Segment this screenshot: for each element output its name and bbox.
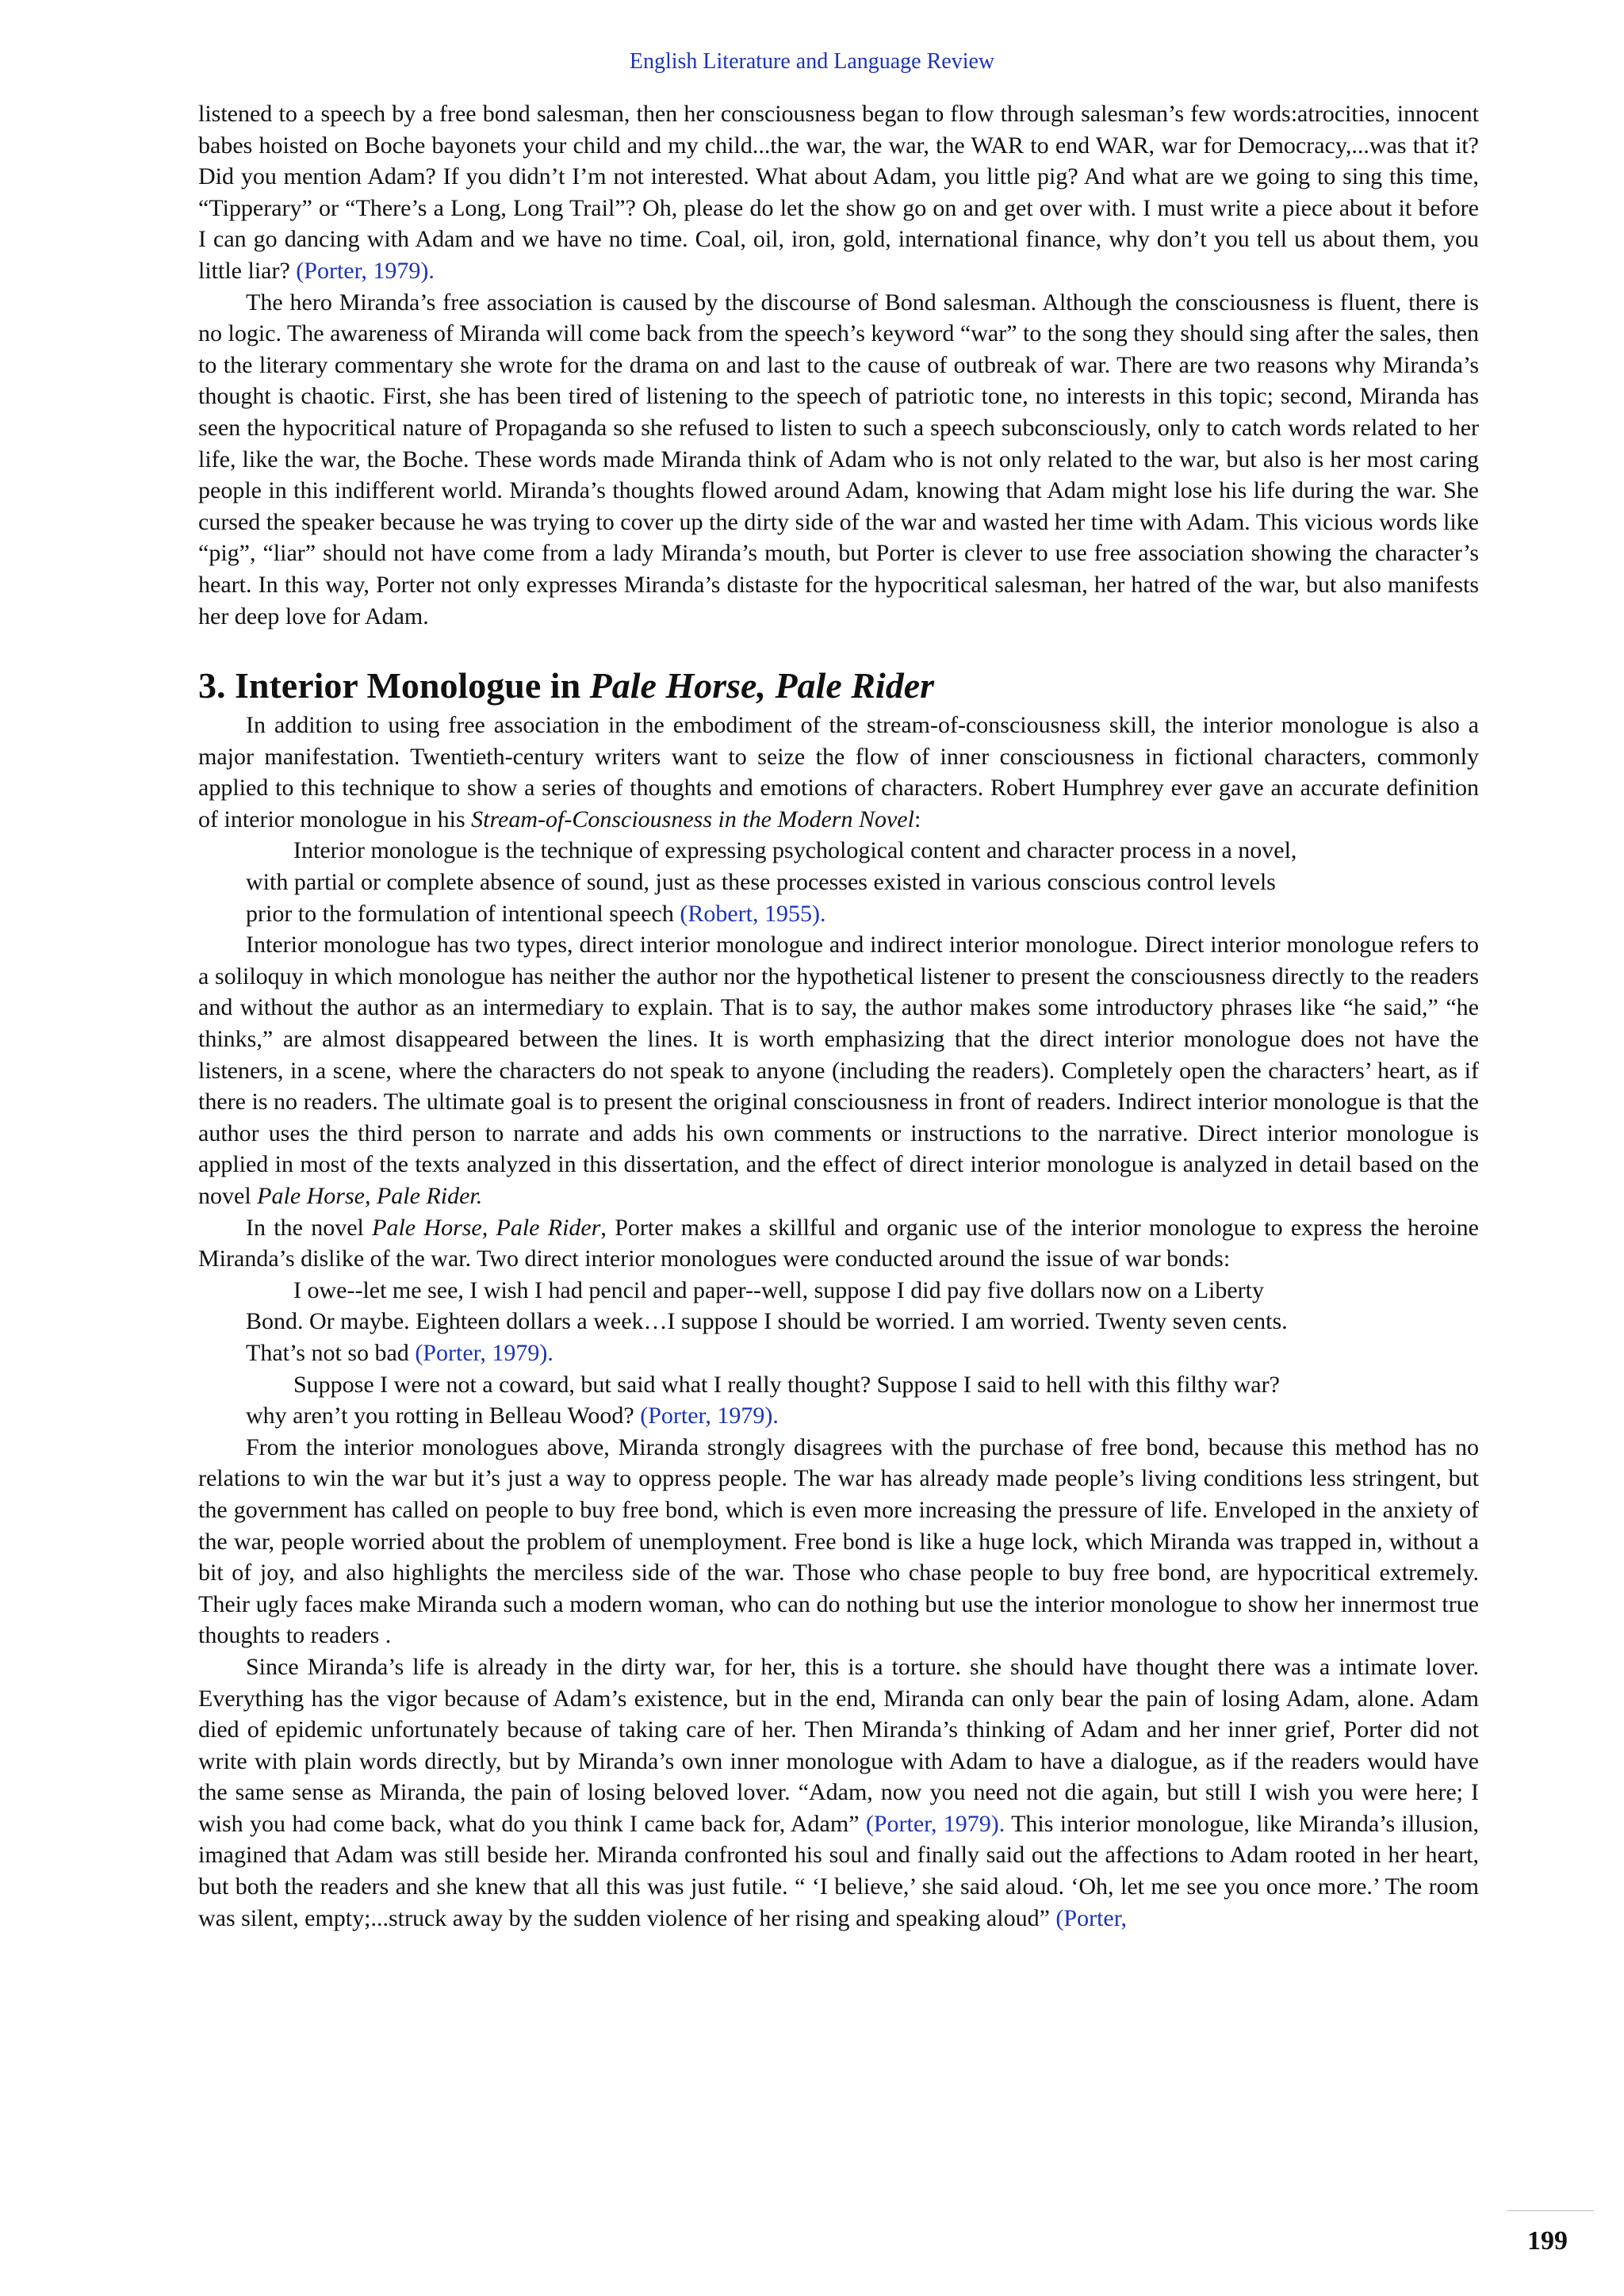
quote-1-line-3-text: prior to the formulation of intentional speech: [246, 900, 680, 927]
section-heading: [198, 664, 1479, 708]
quote-2-line-3: [246, 1337, 1419, 1369]
paragraph-5: [198, 1212, 1479, 1275]
paragraph-1-text: listened to a speech by a free bond salesman, then her consciousness began to flow through salesman’s few words:atrocities, innocent babes hoisted on Boche bayonets your child and my child...the war, the war, the WAR to end WAR, war for Democracy,...was that it? Did you mention Adam? If you didn’t I’m not interested. What about Adam, you little pig? And what are we going to sing this time, “Tipperary” or “There’s a Long, Long Trail”? Oh, please do let the show go on and get over with. I must write a piece about it before I can go dancing with Adam and we have no time. Coal, oil, iron, gold, international finance, why don’t you tell us about them, you little liar?: [198, 101, 1479, 284]
quote-1-line-1: Interior monologue is the technique of expressing psychological content and character process in a novel,: [293, 837, 1297, 864]
citation-link[interactable]: (Porter, 1979).: [415, 1339, 553, 1366]
paragraph-6: From the interior monologues above, Miranda strongly disagrees with the purchase of free bond, because this method has no relations to win the war but it’s just a way to oppress people. The war has already made people’s living conditions less stringent, but the government has called on people to buy free bond, which is even more increasing the pressure of life. Enveloped in the anxiety of the war, people worried about the problem of unemployment. Free bond is like a huge lock, which Miranda was trapped in, without a bit of joy, and also highlights the merciless side of the war. Those who chase people to buy free bond, are hypocritical extremely. Their ugly faces make Miranda such a modern woman, who can do nothing but use the interior monologue to show her innermost true thoughts to readers .: [198, 1433, 1479, 1649]
article-body: [198, 98, 1479, 1934]
citation-link[interactable]: (Robert, 1955).: [680, 900, 826, 927]
paragraph-5-text: , Porter makes a skillful and organic use of the interior monologue to express the heroine Miranda’s dislike of the war. Two direct interior monologues were conducted around the issue of war bonds:: [198, 1214, 1479, 1272]
quote-2-line-1: I owe--let me see, I wish I had pencil and paper--well, suppose I did pay five dollars now on a Liberty: [293, 1276, 1265, 1303]
paragraph-4-text: Interior monologue has two types, direct interior monologue and indirect interior monologue. Direct interior monologue refers to a soliloquy in which monologue has neither the author nor the hypothetical listener to present the consciousness directly to the readers and without the author as an intermediary to explain. That is to say, the author makes some introductory phrases like “he said,” “he thinks,” are almost disappeared between the lines. It is worth emphasizing that the direct interior monologue does not have the listeners, in a scene, where the characters do not speak to anyone (including the readers). Completely open the characters’ heart, as if there is no readers. The ultimate goal is to present the original consciousness in front of readers. Indirect interior monologue is that the author uses the third person to narrate and adds his own comments or instructions to the narrative. Direct interior monologue is applied in most of the texts analyzed in this dissertation, and the effect of direct interior monologue is analyzed in detail based on the novel: [198, 932, 1479, 1209]
paragraph-7: [198, 1651, 1479, 1934]
paragraph-4: [198, 929, 1479, 1211]
section-heading-italic: Pale Horse, Pale Rider: [589, 665, 935, 706]
citation-link[interactable]: (Porter, 1979).: [865, 1810, 1005, 1837]
journal-header: English Literature and Language Review: [629, 49, 995, 74]
quote-2-line-2: Bond. Or maybe. Eighteen dollars a week…I suppose I should be worried. I am worried. Twenty seven cents.: [246, 1308, 1288, 1335]
paragraph-3-text: In addition to using free association in the embodiment of the stream-of-consciousness skill, the interior monologue is also a major manifestation. Twentieth-century writers want to seize the flow of inner consciousness in fictional characters, commonly applied to this technique to show a series of thoughts and emotions of characters. Robert Humphrey ever gave an accurate definition of interior monologue in his: [198, 712, 1479, 832]
quote-1-line-2: with partial or complete absence of sound, just as these processes existed in various conscious control levels: [246, 869, 1276, 896]
quote-3-line-2: [246, 1400, 1419, 1432]
block-quote-2: [198, 1275, 1479, 1369]
quote-3-line-2-text: why aren’t you rotting in Belleau Wood?: [246, 1402, 641, 1429]
citation-link[interactable]: (Porter,: [1055, 1904, 1128, 1931]
quote-1-line-3: [246, 898, 1419, 930]
paragraph-5-pre: In the novel: [246, 1214, 373, 1241]
paragraph-7-text-1: Since Miranda’s life is already in the dirty war, for her, this is a torture. she should have thought there was a intimate lover. Everything has the vigor because of Adam’s existence, but in the end, Miranda can only bear the pain of losing Adam, alone. Adam died of epidemic unfortunately because of taking care of her. Then Miranda’s thinking of Adam and her inner grief, Porter did not write with plain words directly, but by Miranda’s own inner monologue with Adam to have a dialogue, as if the readers would have the same sense as Miranda, the pain of losing beloved lover. “Adam, now you need not die again, but still I wish you were here; I wish you had come back, what do you think I came back for, Adam”: [198, 1653, 1479, 1837]
citation-link[interactable]: (Porter, 1979).: [640, 1402, 779, 1429]
book-title: Stream-of-Consciousness in the Modern Novel: [471, 806, 914, 832]
page-number: 199: [1527, 2226, 1568, 2256]
quote-3-line-1: Suppose I were not a coward, but said what I really thought? Suppose I said to hell with this filthy war?: [293, 1371, 1280, 1398]
book-title: Pale Horse, Pale Rider: [372, 1214, 601, 1241]
paragraph-2: The hero Miranda’s free association is caused by the discourse of Bond salesman. Although the consciousness is fluent, there is no logic. The awareness of Miranda will come back from the speech’s keyword “war” to the song they should sing after the sales, then to the literary commentary she wrote for the drama on and last to the cause of outbreak of war. There are two reasons why Miranda’s thought is chaotic. First, she has been tired of listening to the speech of patriotic tone, no interests in this topic; second, Miranda has seen the hypocritical nature of Propaganda so she refused to listen to such a speech subconsciously, only to catch words related to her life, like the war, the Boche. These words made Miranda think of Adam who is not only related to the war, but also is her most caring people in this indifferent world. Miranda’s thoughts flowed around Adam, knowing that Adam might lose his life during the war. She cursed the speaker because he was trying to cover up the dirty side of the war and wasted her time with Adam. This vicious words like “pig”, “liar” should not have come from a lady Miranda’s mouth, but Porter is clever to use free association showing the character’s heart. In this way, Porter not only expresses Miranda’s distaste for the hypocritical salesman, her hatred of the war, but also manifests her deep love for Adam.: [198, 289, 1479, 629]
footer-divider: [1507, 2210, 1594, 2211]
book-title: Pale Horse, Pale Rider.: [257, 1183, 483, 1209]
paragraph-3-tail: :: [914, 806, 921, 832]
paragraph-7-text-2: This interior monologue, like Miranda’s illusion, imagined that Adam was still beside her. Miranda confronted his soul and finally said out the affections to Adam rooted in her heart, but both the readers and she knew that all this was just futile. “ ‘I believe,’ she said aloud. ‘Oh, let me see you once more.’ The room was silent, empty;...struck away by the sudden violence of her rising and speaking aloud”: [198, 1810, 1479, 1931]
paragraph-3: [198, 710, 1479, 835]
block-quote-1: [198, 835, 1479, 929]
block-quote-3: [198, 1369, 1479, 1432]
citation-link[interactable]: (Porter, 1979).: [296, 257, 435, 284]
quote-2-line-3-text: That’s not so bad: [246, 1339, 416, 1366]
section-heading-prefix: 3. Interior Monologue in: [198, 665, 590, 706]
paragraph-1: [198, 98, 1479, 287]
